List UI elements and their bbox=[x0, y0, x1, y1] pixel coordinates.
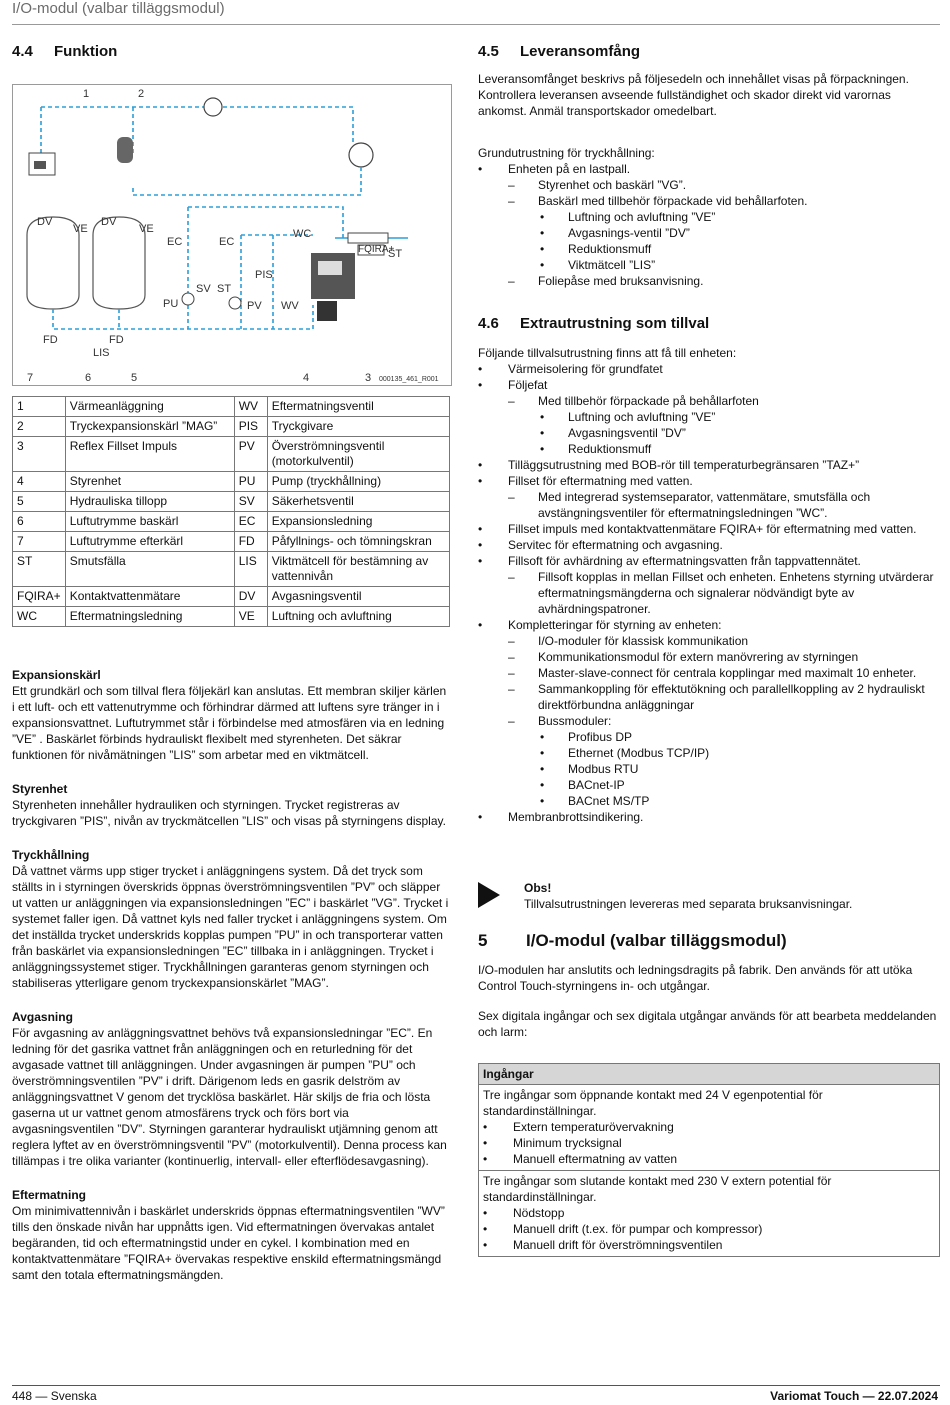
footer-rule bbox=[12, 1385, 940, 1386]
diagram-svg bbox=[13, 85, 451, 385]
list-item: • Enheten på en lastpall. bbox=[478, 161, 928, 177]
left-text-column bbox=[12, 667, 450, 1301]
section-title: Extrautrustning som tillval bbox=[520, 315, 710, 332]
legend-key: 4 bbox=[13, 472, 66, 492]
legend-value: Avgasningsventil bbox=[267, 587, 449, 607]
footer-doc: Variomat Touch — 22.07.2024 bbox=[770, 1389, 938, 1403]
inputs-box bbox=[478, 1063, 940, 1257]
legend-value: Luftning och avluftning bbox=[267, 607, 449, 627]
lbl-fd2: FD bbox=[109, 334, 124, 346]
section-subheading: Eftermatning bbox=[12, 1188, 87, 1202]
callout-5: 5 bbox=[131, 372, 138, 384]
list-item: – Master-slave-connect för centrala kopplingar med maximalt 10 enheter. bbox=[478, 665, 940, 681]
legend-row bbox=[13, 607, 450, 627]
legend-row bbox=[13, 397, 450, 417]
list-item: • Membranbrottsindikering. bbox=[478, 809, 940, 825]
list-item: – Sammankoppling för effektutökning och parallellkoppling av 2 hydrauliskt direktförbundna anläggningar bbox=[478, 681, 940, 713]
list-item: • Manuell drift för överströmningsventilen bbox=[483, 1237, 935, 1253]
legend-key: FD bbox=[234, 532, 267, 552]
fillset-meter bbox=[348, 233, 388, 243]
legend-row bbox=[13, 552, 450, 587]
list-item: • Ethernet (Modbus TCP/IP) bbox=[478, 745, 940, 761]
lbl-st2: ST bbox=[388, 248, 403, 260]
callout-2: 2 bbox=[138, 88, 145, 100]
legend-key: VE bbox=[234, 607, 267, 627]
lbl-pv: PV bbox=[247, 300, 262, 312]
text-section bbox=[12, 1187, 450, 1283]
list-item: • Luftning och avluftning ”VE” bbox=[478, 409, 940, 425]
note-title: Obs! bbox=[524, 881, 552, 895]
mag-vessel bbox=[117, 137, 133, 163]
section-subheading: Tryckhållning bbox=[12, 848, 90, 862]
lbl-fd1: FD bbox=[43, 334, 58, 346]
list-item: • Modbus RTU bbox=[478, 761, 940, 777]
list-item: • Fillset impuls med kontaktvattenmätare FQIRA+ för eftermatning med vatten. bbox=[478, 521, 940, 537]
callout-1: 1 bbox=[83, 88, 90, 100]
lbl-ve1: VE bbox=[73, 223, 88, 235]
lbl-sv: SV bbox=[196, 283, 211, 295]
legend-value: Kontaktvattenmätare bbox=[65, 587, 234, 607]
section-number: 5 bbox=[478, 931, 488, 950]
callout-6: 6 bbox=[85, 372, 92, 384]
legend-value: Överströmningsventil (motorkulventil) bbox=[267, 437, 449, 472]
inputs-230v-text: Tre ingångar som slutande kontakt med 230 V extern potential för standardinställningar. bbox=[483, 1174, 832, 1204]
inputs-section-230v bbox=[479, 1170, 939, 1256]
callout-7: 7 bbox=[27, 372, 34, 384]
list-item: – Baskärl med tillbehör förpackade vid behållarfoten. bbox=[478, 193, 928, 209]
legend-value: Smutsfälla bbox=[65, 552, 234, 587]
inputs-24v-text: Tre ingångar som öppnande kontakt med 24 V egenpotential för standardinställningar. bbox=[483, 1088, 823, 1118]
lbl-lis: LIS bbox=[93, 347, 110, 359]
legend-key: EC bbox=[234, 512, 267, 532]
list-item: • Fillset för eftermatning med vatten. bbox=[478, 473, 940, 489]
legend-row bbox=[13, 417, 450, 437]
section-paragraph: Då vattnet värms upp stiger trycket i anläggningens system. Då det tryck som ställts in i styrningen överskrids öppnas överströmningsventilen ”PV” och släpper ut vatten ur anläggningen via expansionsledningen ”EC” i baskärlet ”VG”. Trycket i systemet faller igen. Då vattnet kyls ned faller trycket i anläggningens system. Om det inställda trycket underskrids kopplas pumpen ”PU” in och transporterar vatten från baskärlet via expansionsledningen ”EC” tillbaka in i anläggningen. Trycket i anläggningssystemet stiger. Tryckhållningen garanteras genom styrningen och stabiliseras ytterligare genom tryckexpansionskärlet ”MAG”. bbox=[12, 864, 449, 990]
legend-row bbox=[13, 512, 450, 532]
legend-value: Luftutrymme efterkärl bbox=[65, 532, 234, 552]
list-item: • Tilläggsutrustning med BOB-rör till temperaturbegränsaren ”TAZ+” bbox=[478, 457, 940, 473]
legend-key: LIS bbox=[234, 552, 267, 587]
list-item: • Reduktionsmuff bbox=[478, 241, 928, 257]
inputs-box-title: Ingångar bbox=[479, 1064, 939, 1085]
list-item: • Manuell eftermatning av vatten bbox=[483, 1151, 935, 1167]
list-item: • Kompletteringar för styrning av enheten: bbox=[478, 617, 940, 633]
section-number: 4.5 bbox=[478, 43, 499, 60]
list-item: • Avgasningsventil ”DV” bbox=[478, 425, 940, 441]
io-paragraph-2: Sex digitala ingångar och sex digitala utgångar används för att bearbeta meddelanden och larm: bbox=[478, 1009, 937, 1039]
running-header: I/O-modul (valbar tilläggsmodul) bbox=[12, 0, 225, 17]
callout-4: 4 bbox=[303, 372, 310, 384]
legend-value: Hydrauliska tillopp bbox=[65, 492, 234, 512]
legend-row bbox=[13, 532, 450, 552]
section-paragraph: Ett grundkärl och som tillval flera följekärl kan anslutas. Ett membran skiljer kärlen i ett luft- och ett vattenutrymme och förhindrar därmed att luftens syre tränger in i expansionsvattnet. Luftutrymmet står i förbindelse med atmosfären via en ledning ”VE” . Baskärlet förbinds hydrauliskt flexibelt med styrenheten. Det säkrar funktionen för nivåmätningen ”LIS” som arbetar med en viktmätcell. bbox=[12, 684, 447, 762]
list-item: – Bussmoduler: bbox=[478, 713, 940, 729]
control-unit bbox=[311, 253, 355, 299]
pu-pump bbox=[182, 293, 194, 305]
legend-table bbox=[12, 396, 450, 627]
list-item: – Foliepåse med bruksanvisning. bbox=[478, 273, 928, 289]
hydraulic-diagram bbox=[12, 84, 452, 386]
legend-key: DV bbox=[234, 587, 267, 607]
section-paragraph: Styrenheten innehåller hydrauliken och styrningen. Trycket registreras av tryckgivaren ”PIS”, nivån av tryckmätcellen ”LIS” och visas på styrningens display. bbox=[12, 798, 446, 828]
list-item: • Avgasnings-ventil ”DV” bbox=[478, 225, 928, 241]
section-4-6-body bbox=[478, 345, 940, 825]
section-subheading: Avgasning bbox=[12, 1010, 73, 1024]
control-display bbox=[318, 261, 342, 275]
options-intro: Följande tillvalsutrustning finns att få till enheten: bbox=[478, 346, 737, 360]
list-item: • BACnet-IP bbox=[478, 777, 940, 793]
legend-key: SV bbox=[234, 492, 267, 512]
list-item: • Fillsoft för avhärdning av eftermatningsvatten från tappvattennätet. bbox=[478, 553, 940, 569]
lbl-dv1: DV bbox=[37, 216, 53, 228]
callout-3: 3 bbox=[365, 372, 372, 384]
text-section bbox=[12, 781, 450, 829]
list-item: • Viktmätcell ”LIS” bbox=[478, 257, 928, 273]
list-item: • Extern temperaturövervakning bbox=[483, 1119, 935, 1135]
legend-value: Eftermatningsventil bbox=[267, 397, 449, 417]
list-item: – Kommunikationsmodul för extern manövrering av styrningen bbox=[478, 649, 940, 665]
figure-code: 000135_461_R001 bbox=[379, 376, 439, 383]
legend-key: WC bbox=[13, 607, 66, 627]
note-arrow-icon bbox=[478, 882, 500, 908]
legend-key: FQIRA+ bbox=[13, 587, 66, 607]
legend-row bbox=[13, 492, 450, 512]
section-4-6-heading bbox=[478, 315, 709, 332]
inputs-section-24v bbox=[479, 1085, 939, 1170]
legend-value: Expansionsledning bbox=[267, 512, 449, 532]
section-subheading: Styrenhet bbox=[12, 782, 68, 796]
legend-row bbox=[13, 587, 450, 607]
legend-key: PIS bbox=[234, 417, 267, 437]
legend-key: 6 bbox=[13, 512, 66, 532]
legend-key: 1 bbox=[13, 397, 66, 417]
control-base bbox=[317, 301, 337, 321]
legend-key: PU bbox=[234, 472, 267, 492]
lbl-pis: PIS bbox=[255, 269, 273, 281]
text-section bbox=[12, 667, 450, 763]
legend-body bbox=[13, 397, 450, 627]
section-subheading: Expansionskärl bbox=[12, 668, 101, 682]
legend-value: Säkerhetsventil bbox=[267, 492, 449, 512]
legend-value: Pump (tryckhållning) bbox=[267, 472, 449, 492]
legend-key: 5 bbox=[13, 492, 66, 512]
list-item: • Minimum trycksignal bbox=[483, 1135, 935, 1151]
text-section bbox=[12, 847, 450, 991]
text-section bbox=[12, 1009, 450, 1169]
footer-page: 448 — Svenska bbox=[12, 1389, 97, 1403]
pv-valve bbox=[229, 297, 241, 309]
legend-value: Värmeanläggning bbox=[65, 397, 234, 417]
legend-value: Reflex Fillset Impuls bbox=[65, 437, 234, 472]
lbl-dv2: DV bbox=[101, 216, 117, 228]
io-paragraph-1: I/O-modulen har anslutits och ledningsdragits på fabrik. Den används för att utöka Control Touch-styrningens in- och utgångar. bbox=[478, 963, 913, 993]
list-item: – Med tillbehör förpackade på behållarfoten bbox=[478, 393, 940, 409]
list-item: • BACnet MS/TP bbox=[478, 793, 940, 809]
legend-key: ST bbox=[13, 552, 66, 587]
legend-key: 2 bbox=[13, 417, 66, 437]
legend-key: PV bbox=[234, 437, 267, 472]
lbl-ec1: EC bbox=[167, 236, 183, 248]
top-pipe bbox=[41, 107, 353, 155]
basic-equipment-label: Grundutrustning för tryckhållning: bbox=[478, 146, 655, 160]
section-title: I/O-modul (valbar tilläggsmodul) bbox=[526, 931, 787, 950]
list-item: • Reduktionsmuff bbox=[478, 441, 940, 457]
section-5-body bbox=[478, 962, 938, 1040]
lbl-ec2: EC bbox=[219, 236, 235, 248]
list-item: • Värmeisolering för grundfatet bbox=[478, 361, 940, 377]
legend-value: Luftutrymme baskärl bbox=[65, 512, 234, 532]
legend-value: Eftermatningsledning bbox=[65, 607, 234, 627]
list-item: • Servitec för eftermatning och avgasning. bbox=[478, 537, 940, 553]
lbl-fqira: FQIRA+ bbox=[358, 244, 395, 255]
section-number: 4.6 bbox=[478, 315, 499, 332]
follow-vessel bbox=[93, 217, 145, 309]
system-vessel bbox=[349, 143, 373, 167]
legend-value: Tryckexpansionskärl ”MAG” bbox=[65, 417, 234, 437]
legend-key: WV bbox=[234, 397, 267, 417]
delivery-intro: Leveransomfånget beskrivs på följesedeln och innehållet visas på förpackningen. Kontrollera leveransen avseende fullständighet och skador direkt vid varornas ankomst. Anmäl transportskador omedelbart. bbox=[478, 72, 909, 118]
section-number: 4.4 bbox=[12, 43, 33, 60]
note-text: Tillvalsutrustningen levereras med separata bruksanvisningar. bbox=[524, 897, 853, 911]
lower-pipes bbox=[53, 207, 313, 329]
section-4-4-heading bbox=[12, 43, 117, 60]
section-5-heading bbox=[478, 931, 787, 951]
list-item: – Styrenhet och baskärl ”VG”. bbox=[478, 177, 928, 193]
return-pipe bbox=[133, 167, 361, 195]
list-item: – Fillsoft kopplas in mellan Fillset och enheten. Enhetens styrning utvärderar eftermatningsmängderna och signalerar nödvändigt byte av avhärdningspatroner. bbox=[478, 569, 940, 617]
list-item: – Med integrerad systemseparator, vattenmätare, smutsfälla och avstängningsventiler för eftermatningsledningen ”WC”. bbox=[478, 489, 940, 521]
section-4-5-heading bbox=[478, 43, 640, 60]
lbl-st: ST bbox=[217, 283, 232, 295]
section-paragraph: Om minimivattennivån i baskärlet underskrids öppnas eftermatningsventilen ”WV” tills den önskade nivån har uppnåtts igen. Vid eftermatningen övervakas antalet begäranden, tid och eftermatningstid under en cykel. I kombination med en kontaktvattenmätare ”FQIRA+ övervakas respektive enskild eftermatningsmängd samt den totala eftermatningsmängden. bbox=[12, 1204, 445, 1282]
header-rule bbox=[12, 24, 940, 25]
legend-value: Påfyllnings- och tömningskran bbox=[267, 532, 449, 552]
section-paragraph: För avgasning av anläggningsvattnet behövs två expansionsledningar ”EC”. En ledning för det gasrika vattnet från anläggningen och en returledning för det avgasade vattnet till anläggningen. Under avgasningen är pumpen ”PU” och överströmningsventilen ”PV” i drift. Därigenom leds en gasrik delström av anläggningsvattnet V genom det trycklösa baskärlet. Här skiljs de fria och lösta gaserna ut ur vattnet genom atmosfärens tryck och förs bort via avgasningsventilen ”DV”. Styrningen garanterar hydrauliskt utjämning genom att reglera lyftet av en överströmningsventil ”PV” (motorkulventil). Denna process kan tillämpas i tre olika varianter (kontinuerlig, intervall- eller efterflödesavgasning). bbox=[12, 1026, 447, 1168]
list-item: • Nödstopp bbox=[483, 1205, 935, 1221]
section-4-5-body bbox=[478, 71, 928, 289]
list-item: • Manuell drift (t.ex. för pumpar och kompressor) bbox=[483, 1221, 935, 1237]
lbl-ve2: VE bbox=[139, 223, 154, 235]
legend-value: Tryckgivare bbox=[267, 417, 449, 437]
list-item: – I/O-moduler för klassisk kommunikation bbox=[478, 633, 940, 649]
legend-row bbox=[13, 437, 450, 472]
list-item: • Följefat bbox=[478, 377, 940, 393]
lbl-wc: WC bbox=[293, 228, 312, 240]
section-title: Leveransomfång bbox=[520, 43, 641, 60]
pump-circle-top bbox=[204, 98, 222, 116]
ec-pipes bbox=[188, 207, 343, 240]
legend-value: Viktmätcell för bestämning av vattennivån bbox=[267, 552, 449, 587]
lbl-wv: WV bbox=[281, 300, 299, 312]
lbl-pu: PU bbox=[163, 298, 179, 310]
legend-key: 7 bbox=[13, 532, 66, 552]
legend-key: 3 bbox=[13, 437, 66, 472]
list-item: • Luftning och avluftning ”VE” bbox=[478, 209, 928, 225]
section-title: Funktion bbox=[54, 43, 118, 60]
base-vessel bbox=[27, 217, 79, 309]
heater-burner bbox=[34, 161, 46, 169]
legend-row bbox=[13, 472, 450, 492]
legend-value: Styrenhet bbox=[65, 472, 234, 492]
list-item: • Profibus DP bbox=[478, 729, 940, 745]
